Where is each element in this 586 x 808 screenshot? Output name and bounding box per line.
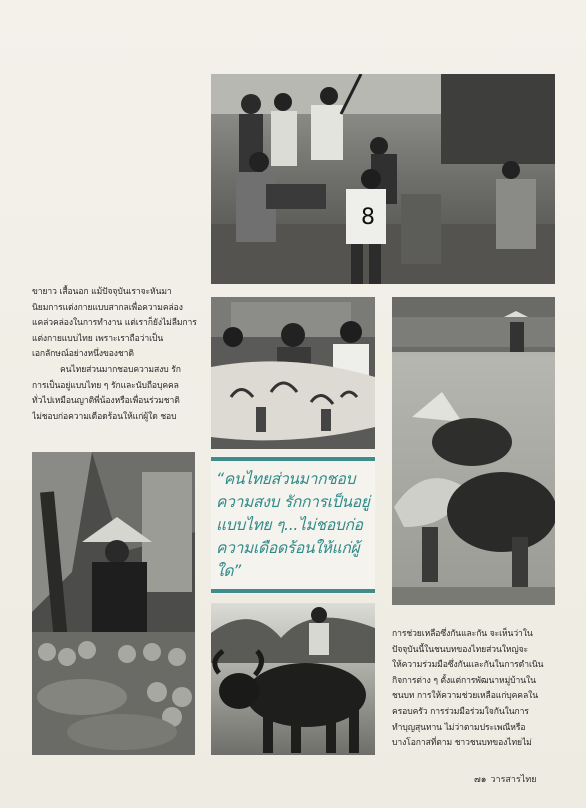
- text-line: ปัจจุบันนี้ในชนบทของไทยส่วนใหญ่จะ: [392, 644, 529, 655]
- pull-quote-line: ความเดือดร้อนให้แก่ผู้: [216, 539, 360, 557]
- text-line: ครอบครัว การร่วมมือร่วมใจกันในการ: [392, 706, 529, 717]
- body-text-column-1: [32, 285, 202, 425]
- text-line: การเป็นอยู่แบบไทย ๆ รักและนับถือบุคคล: [32, 380, 179, 391]
- text-line: คนไทยส่วนมากชอบความสงบ รัก: [60, 364, 181, 375]
- photo-people-with-painted-cloth: [211, 297, 375, 449]
- pull-quote-line: ใด”: [216, 562, 241, 580]
- pull-quote-text: [216, 468, 376, 583]
- photo-market-vendor: [32, 452, 195, 755]
- text-line: ไม่ชอบก่อความเดือดร้อนให้แก่ผู้ใด ชอบ: [32, 411, 177, 422]
- text-line: นิยมการแต่งกายแบบสากลเพื่อความคล่อง: [32, 302, 183, 313]
- text-line: แต่งกายแบบไทย เพราะเราถือว่าเป็น: [32, 333, 164, 344]
- text-line: เอกลักษณ์อย่างหนึ่งของชาติ: [32, 349, 134, 360]
- body-text-column-3: [392, 627, 560, 752]
- photo-villagers-working: [211, 74, 555, 284]
- text-line: การช่วยเหลือซึ่งกันและกัน จะเห็นว่าใน: [392, 629, 533, 639]
- photo-boy-on-water-buffalo: [211, 603, 375, 755]
- page-footer: [470, 772, 537, 786]
- pull-quote: [211, 456, 375, 594]
- magazine-name: วารสารไทย: [490, 775, 537, 785]
- text-line: ขายาว เสื้อนอก แม้ปัจจุบันเราจะหันมา: [32, 287, 172, 297]
- pull-quote-line: “คนไทยส่วนมากชอบ: [216, 470, 356, 488]
- photo-rice-planting: [392, 297, 555, 605]
- pull-quote-bottom-rule: [211, 589, 375, 593]
- svg-text:8: 8: [361, 205, 375, 230]
- text-line: กิจการต่าง ๆ ตั้งแต่การพัฒนาหมู่บ้านใน: [392, 675, 536, 686]
- text-line: แคล่วคล่องในการทำงาน แต่เราก็ยังไม่ลืมการ: [32, 318, 197, 329]
- text-line: ทั่วไปเหมือนญาติพี่น้องหรือเพื่อนร่วมชาติ: [32, 396, 180, 407]
- pull-quote-top-rule: [211, 457, 375, 461]
- text-line: ชนบท การให้ความช่วยเหลือแก่บุคคลใน: [392, 691, 538, 702]
- pull-quote-line: ความสงบ รักการเป็นอยู่: [216, 493, 370, 511]
- pull-quote-line: แบบไทย ๆ...ไม่ชอบก่อ: [216, 516, 363, 534]
- text-line: ทำบุญสุนทาน ไม่ว่าตามประเพณีหรือ: [392, 722, 526, 733]
- text-line: บางโอกาสที่ตาม ชาวชนบทของไทยไม่: [392, 738, 532, 749]
- page-number: ๗๑: [474, 775, 487, 785]
- text-line: ให้ความร่วมมือซึ่งกันและกันในการดำเนิน: [392, 660, 544, 671]
